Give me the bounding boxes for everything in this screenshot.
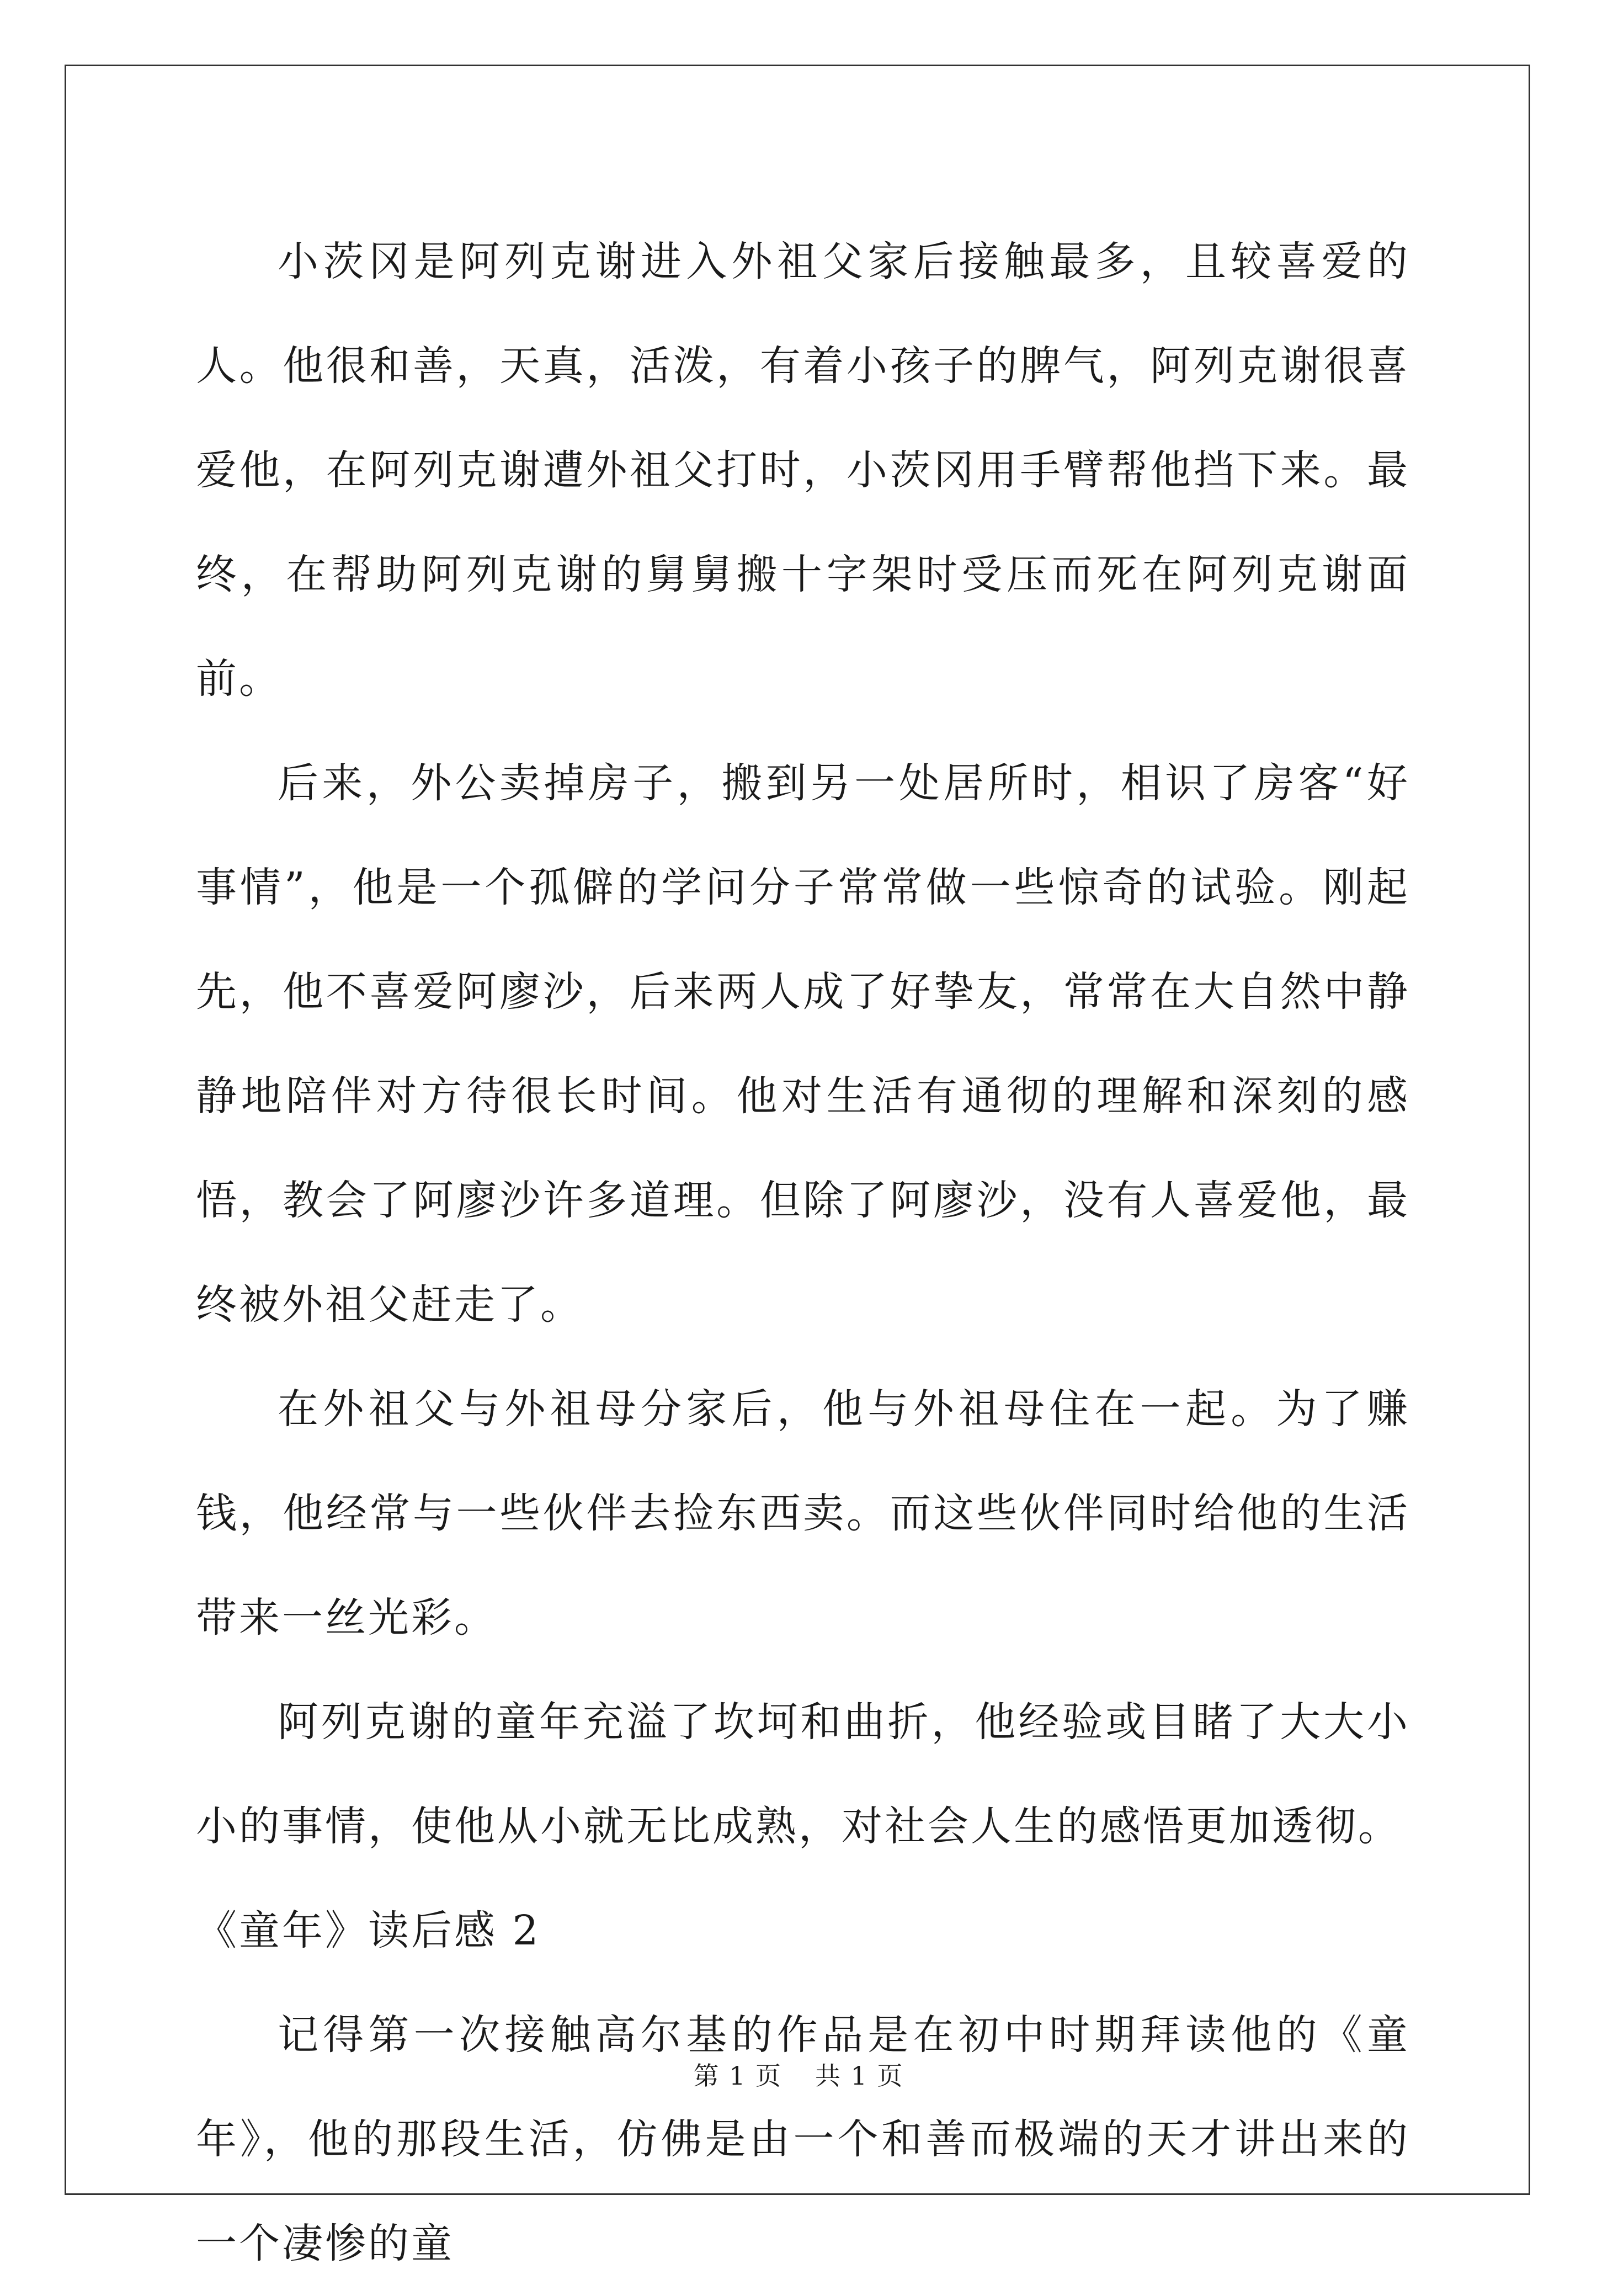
paragraph-reading-intro: 记得第一次接触高尔基的作品是在初中时期拜读他的《童年》，他的那段生活，仿佛是由一个和善而极端的天才讲出来的一个凄惨的童: [196, 2011, 1410, 2267]
document-body: [196, 210, 1410, 2296]
page-number-total: 共 1 页: [815, 2061, 904, 2091]
paragraph-childhood-summary: 阿列克谢的童年充溢了坎坷和曲折，他经验或目睹了大大小小的事情，使他从小就无比成熟，对社会人生的感悟更加透彻。: [196, 1698, 1410, 1850]
page-footer: [0, 2056, 1597, 2092]
section-heading: 《童年》读后感 2: [196, 1907, 541, 1954]
page-number-current: 第 1 页: [693, 2061, 782, 2091]
paragraph-xiaocigang: 小茨冈是阿列克谢进入外祖父家后接触最多，且较喜爱的人。他很和善，天真，活泼，有着小孩子的脾气，阿列克谢很喜爱他，在阿列克谢遭外祖父打时，小茨冈用手臂帮他挡下来。最终，在帮助阿列克谢的舅舅搬十字架时受压而死在阿列克谢面前。: [196, 238, 1410, 703]
paragraph-haoshiqing: 后来，外公卖掉房子，搬到另一处居所时，相识了房客“好事情”，他是一个孤僻的学问分子常常做一些惊奇的试验。刚起先，他不喜爱阿廖沙，后来两人成了好挚友，常常在大自然中静静地陪伴对方待很长时间。他对生活有通彻的理解和深刻的感悟，教会了阿廖沙许多道理。但除了阿廖沙，没有人喜爱他，最终被外祖父赶走了。: [196, 759, 1410, 1328]
paragraph-grandmother: 在外祖父与外祖母分家后，他与外祖母住在一起。为了赚钱，他经常与一些伙伴去捡东西卖。而这些伙伴同时给他的生活带来一丝光彩。: [196, 1385, 1410, 1641]
